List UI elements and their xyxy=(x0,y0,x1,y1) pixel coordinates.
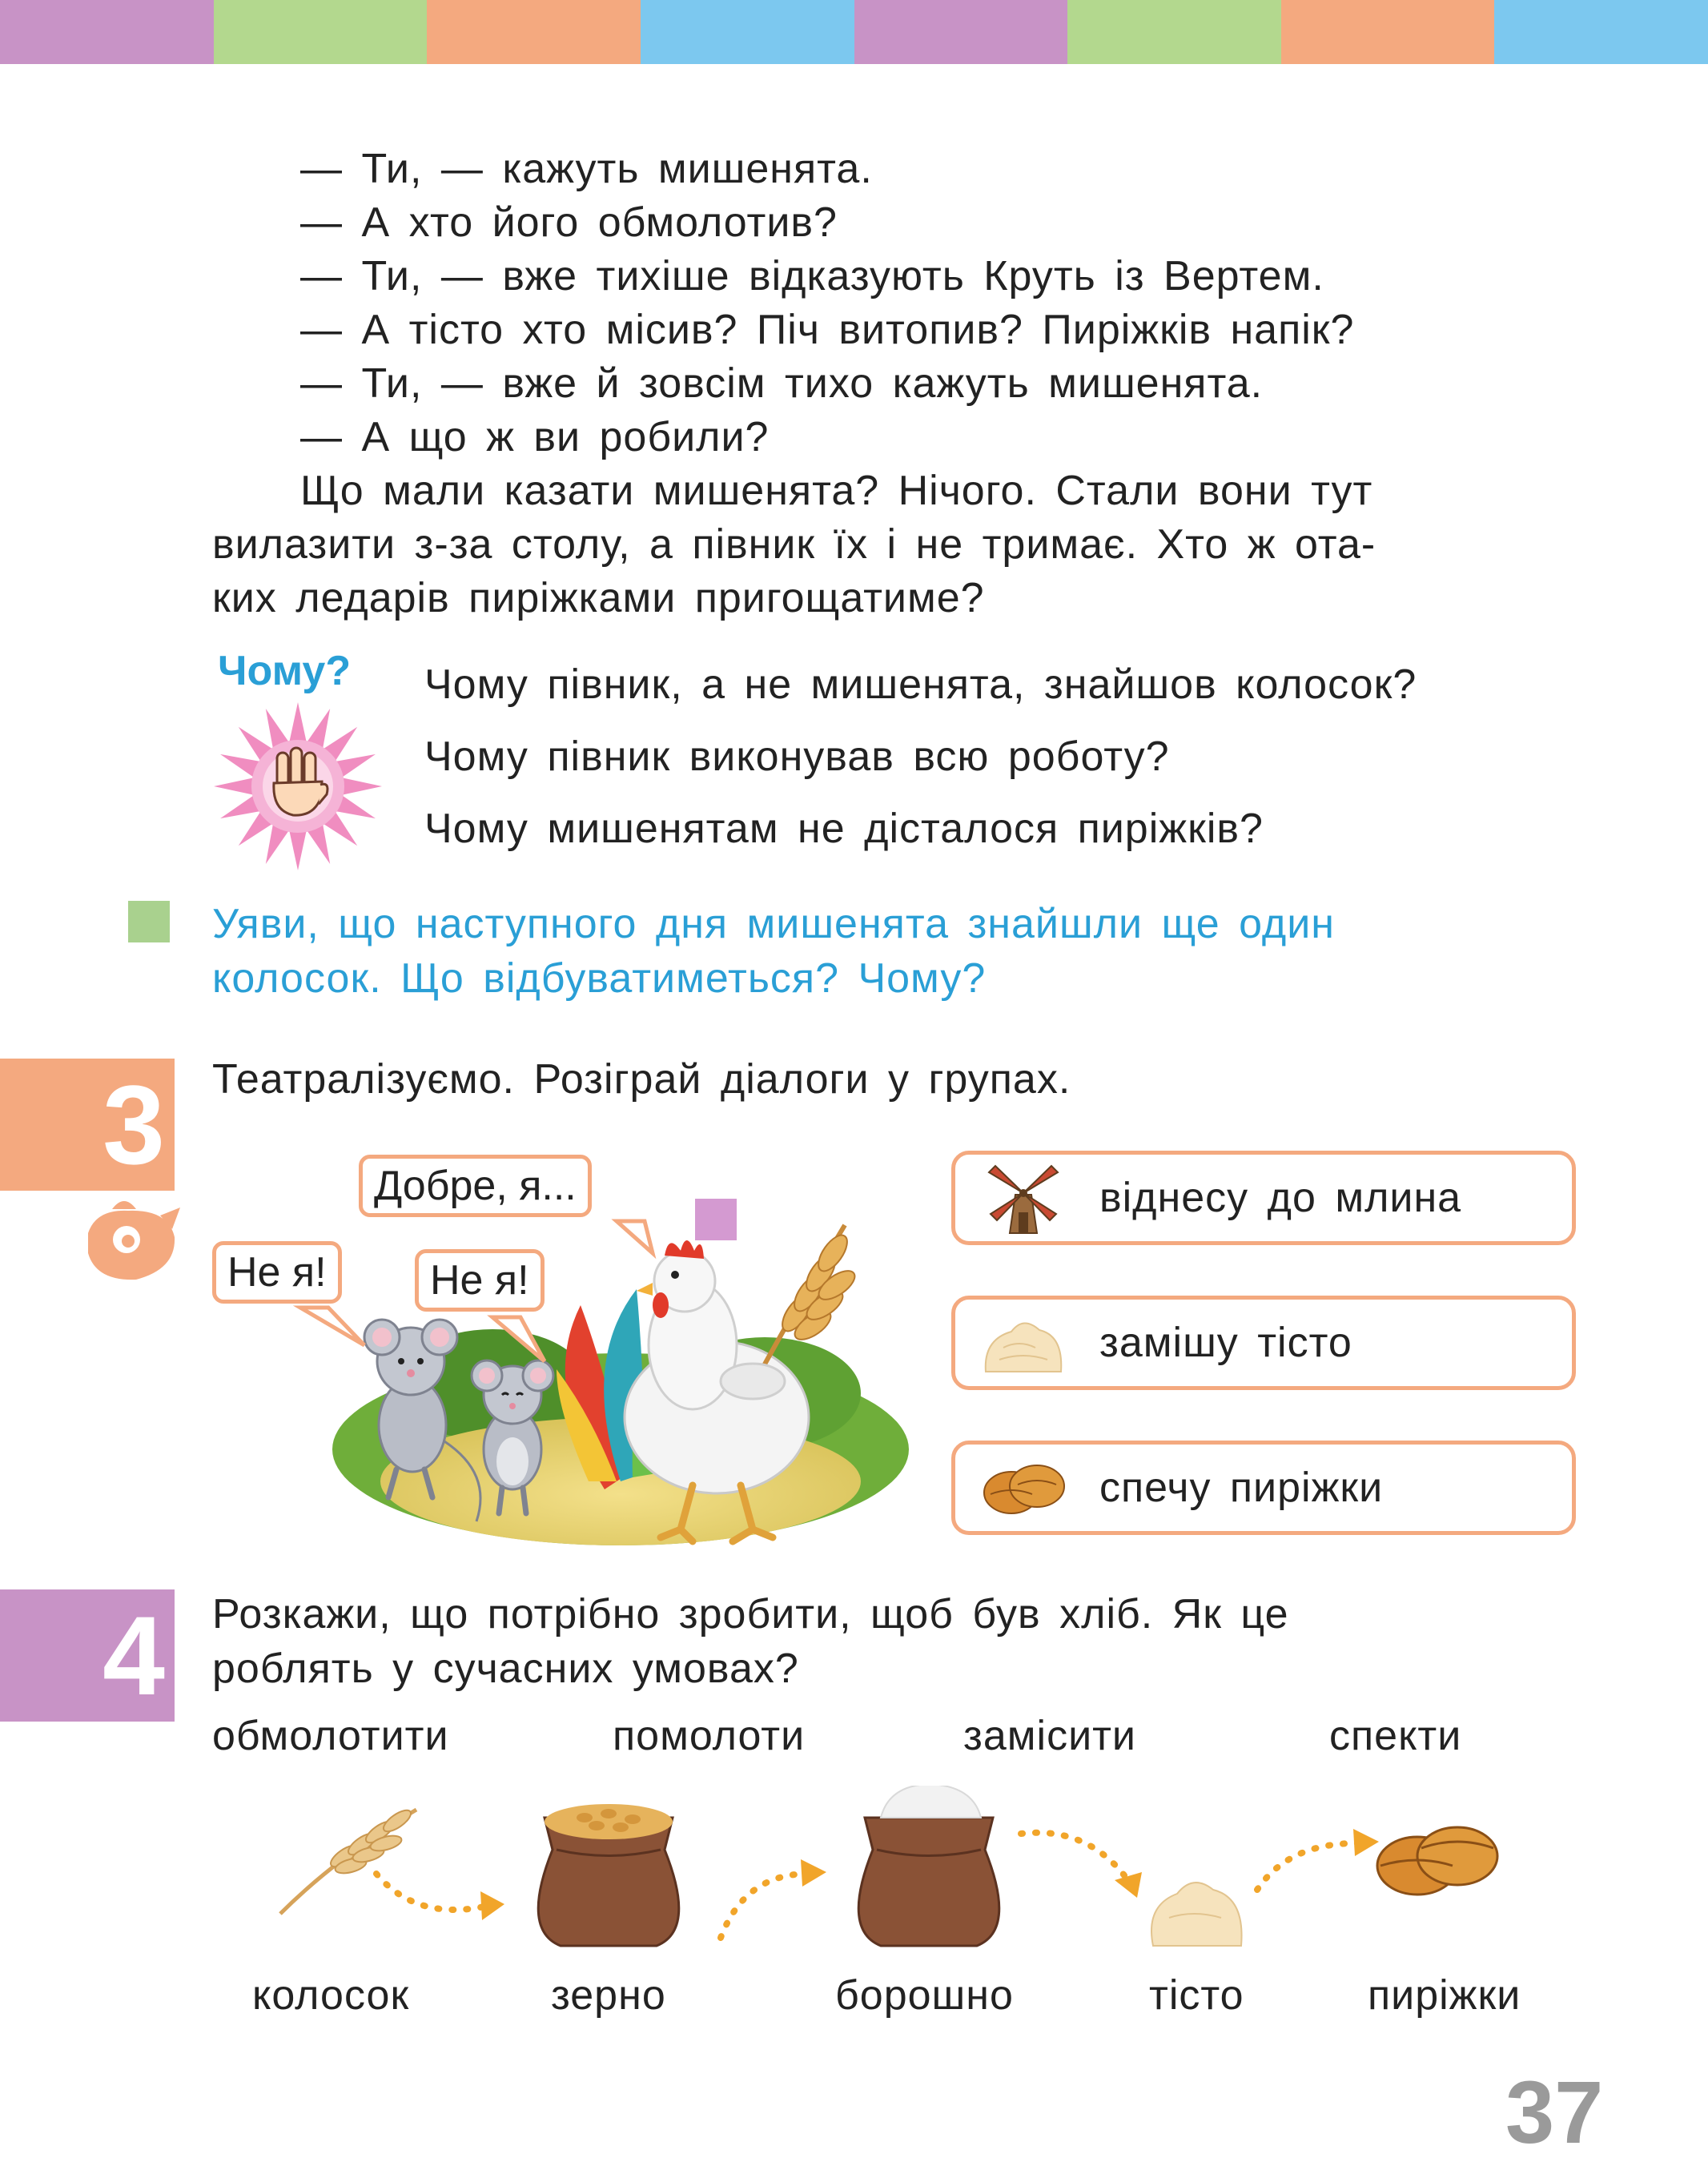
action-box-mill xyxy=(951,1151,1576,1245)
action-box-dough xyxy=(951,1296,1576,1390)
dialogue-line: — Ти, — вже й зовсім тихо кажуть мишенята. xyxy=(300,360,1264,407)
dough-icon xyxy=(1151,1883,1242,1946)
process-noun: борошно xyxy=(835,1972,1014,2019)
dialogue-line: — А хто його обмолотив? xyxy=(300,199,838,246)
task-marker xyxy=(128,901,170,942)
dialogue-line: — А тісто хто місив? Піч витопив? Пиріжків напік? xyxy=(300,307,1355,353)
why-question: Чому півник виконував всю роботу? xyxy=(424,733,1170,780)
task-line: Уяви, що наступного дня мишенята знайшли ще один xyxy=(212,901,1335,947)
task-line: роблять у сучасних умовах? xyxy=(212,1646,799,1692)
why-question: Чому півник, а не мишенята, знайшов колосок? xyxy=(424,661,1417,708)
rooster-mice-illustration xyxy=(316,1185,909,1553)
wheat-ear-icon xyxy=(280,1806,416,1914)
task-line: колосок. Що відбуватиметься? Чому? xyxy=(212,955,987,1002)
dough-icon xyxy=(979,1308,1067,1380)
story-text xyxy=(212,143,1589,625)
action-text: замішу тісто xyxy=(1099,1320,1352,1366)
windmill-icon xyxy=(979,1163,1067,1235)
process-noun: пиріжки xyxy=(1368,1972,1521,2019)
paragraph-line: Що мали казати мишенята? Нічого. Стали вони тут xyxy=(300,468,1373,514)
pies-icon xyxy=(979,1453,1067,1525)
process-verb: замісити xyxy=(963,1713,1136,1759)
top-color-bar xyxy=(0,0,1708,64)
color-segment xyxy=(427,0,641,64)
task-number: 3 xyxy=(0,1059,175,1191)
speech-bubble: Не я! xyxy=(415,1249,545,1312)
speech-bubble: Не я! xyxy=(212,1241,342,1304)
task-title: Театралізуємо. Розіграй діалоги у групах. xyxy=(212,1056,1071,1103)
speech-bubble: Добре, я... xyxy=(359,1155,592,1217)
process-verb: помолоти xyxy=(613,1713,806,1759)
color-segment xyxy=(1494,0,1708,64)
process-noun: зерно xyxy=(551,1972,666,2019)
task-line: Розкажи, що потрібно зробити, щоб був хліб. Як це xyxy=(212,1591,1289,1638)
imagine-task xyxy=(212,897,1589,1006)
flower-hand-icon xyxy=(210,698,386,874)
color-segment xyxy=(641,0,854,64)
process-verb: обмолотити xyxy=(212,1713,449,1759)
grain-sack-icon xyxy=(538,1804,679,1946)
action-text: спечу пиріжки xyxy=(1099,1465,1384,1511)
process-verb: спекти xyxy=(1329,1713,1462,1759)
color-segment xyxy=(214,0,428,64)
pies-icon xyxy=(1377,1827,1497,1895)
color-segment xyxy=(1067,0,1281,64)
dialogue-line: — Ти, — вже тихіше відказують Круть із Вертем. xyxy=(300,253,1324,299)
color-segment xyxy=(854,0,1068,64)
bread-process-chain xyxy=(256,1786,1537,1962)
paragraph-line: ких ледарів пиріжками пригощатиме? xyxy=(212,575,985,621)
why-question: Чому мишенятам не дісталося пиріжків? xyxy=(424,806,1264,852)
process-noun: тісто xyxy=(1149,1972,1244,2019)
task4-text xyxy=(212,1587,1589,1696)
dialogue-line: — А що ж ви робили? xyxy=(300,414,770,460)
action-text: віднесу до млина xyxy=(1099,1175,1462,1221)
why-label: Чому? xyxy=(218,648,352,694)
task-number: 4 xyxy=(0,1589,175,1722)
action-box-pies xyxy=(951,1441,1576,1535)
dialogue-line: — Ти, — кажуть мишенята. xyxy=(300,146,873,192)
flour-sack-icon xyxy=(858,1786,999,1946)
theatre-mask-icon xyxy=(80,1193,184,1289)
process-noun: колосок xyxy=(252,1972,410,2019)
page-number: 37 xyxy=(1505,2063,1604,2162)
color-segment xyxy=(0,0,214,64)
color-segment xyxy=(1281,0,1495,64)
paragraph-line: вилазити з-за столу, а півник їх і не тримає. Хто ж ота- xyxy=(212,521,1376,568)
